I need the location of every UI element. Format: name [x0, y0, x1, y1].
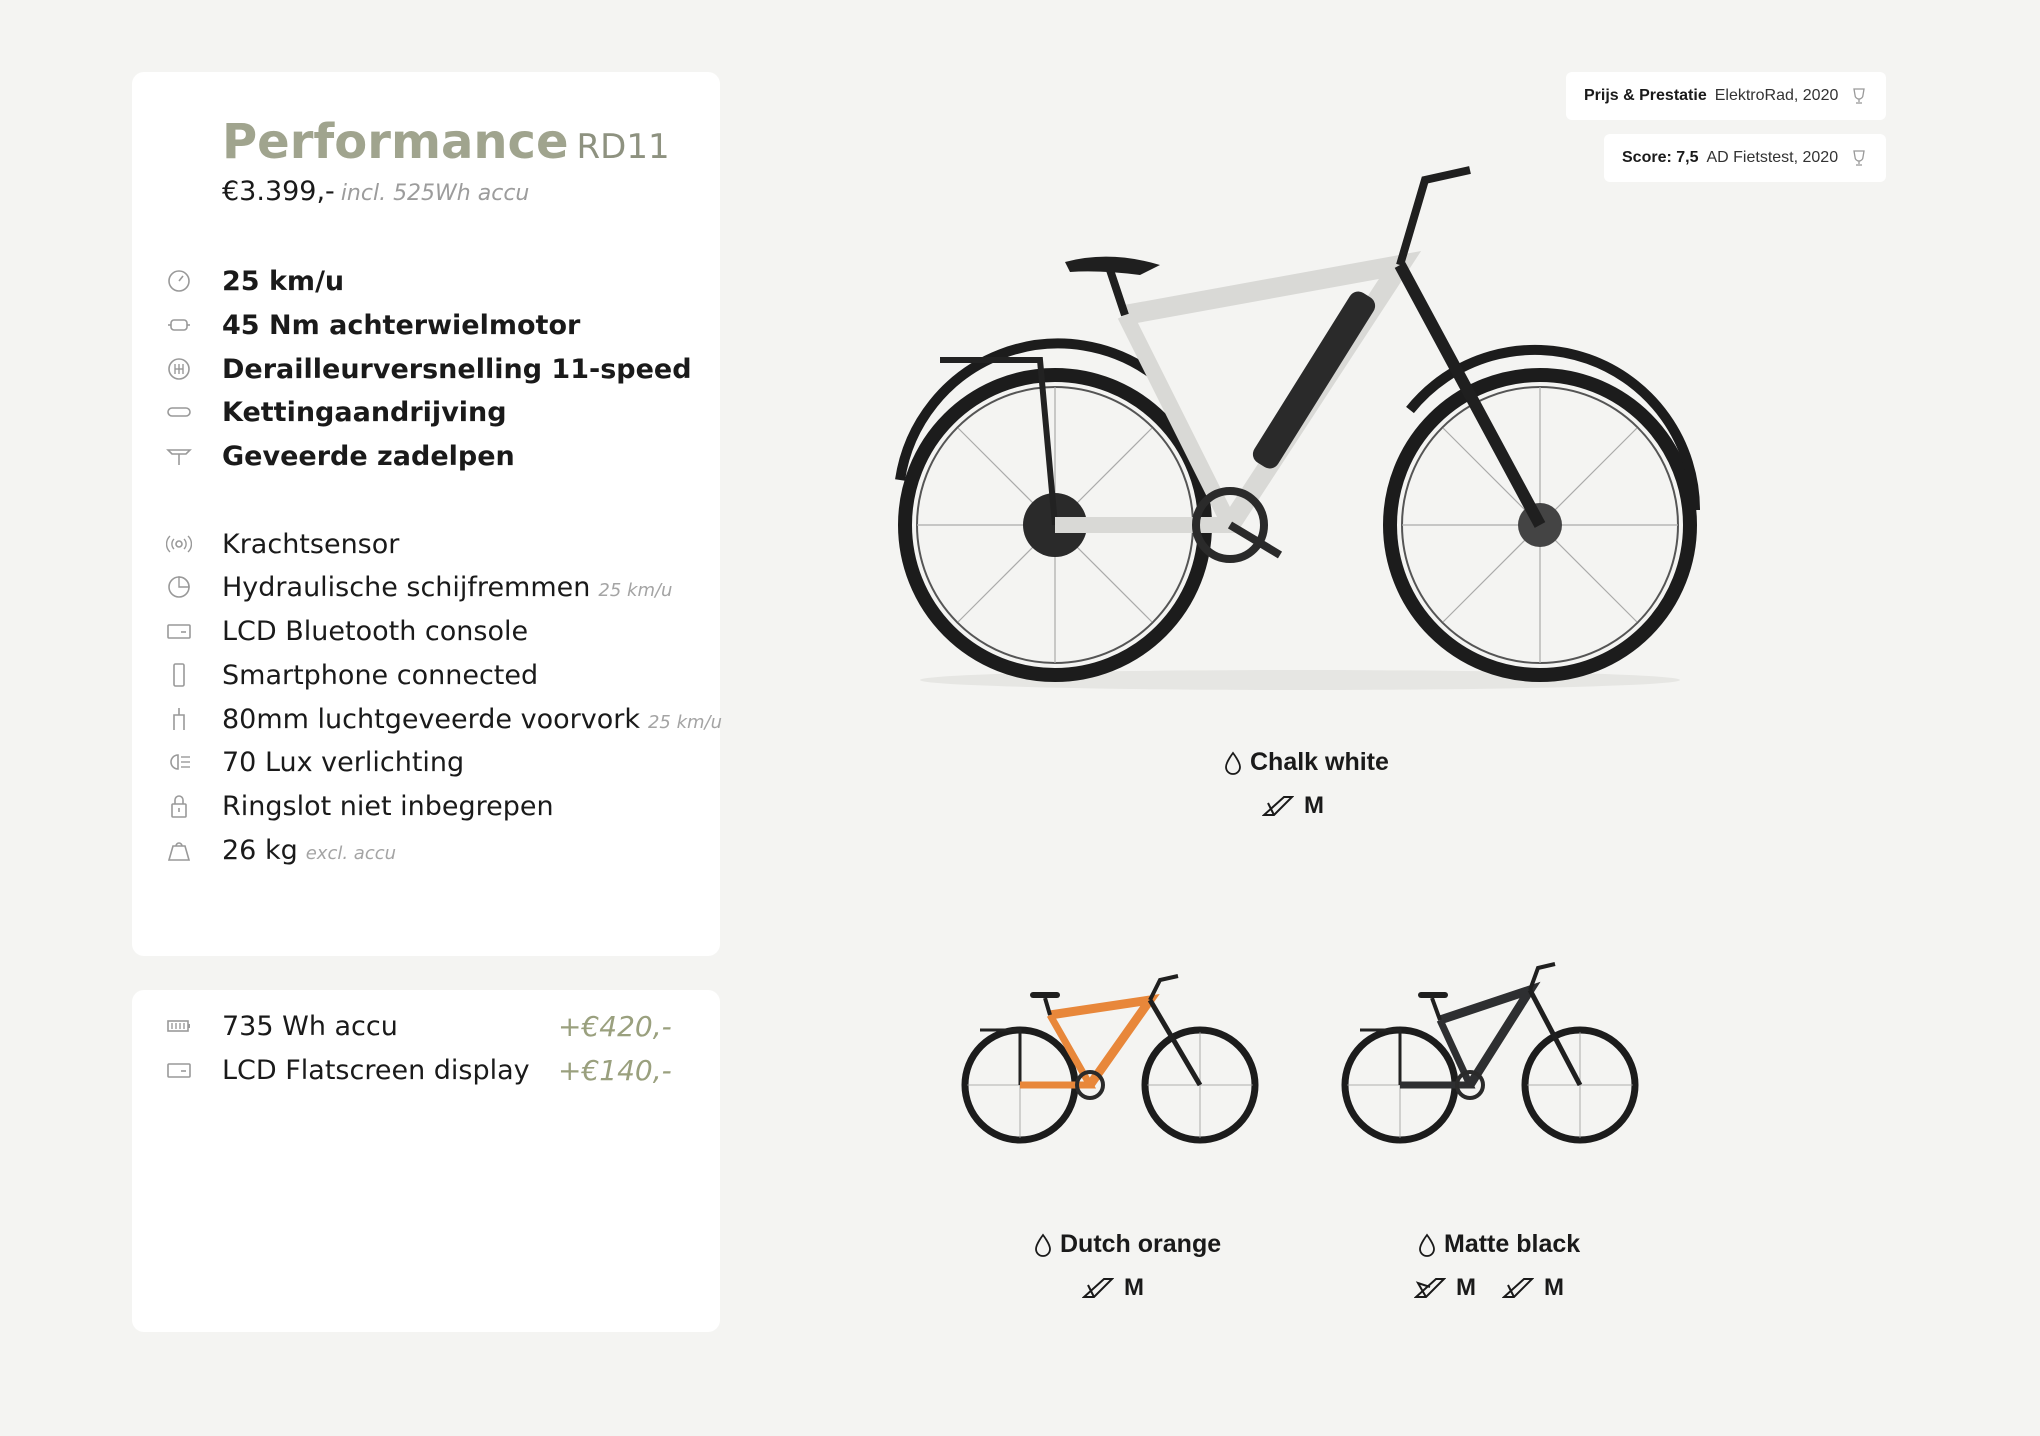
lock-icon	[166, 793, 192, 819]
award-title: Score: 7,5	[1622, 149, 1699, 166]
feature-label: Smartphone connected	[222, 659, 539, 691]
key-spec-item	[132, 392, 507, 432]
option-label: 735 Wh accu	[222, 1010, 398, 1042]
options-card	[132, 990, 720, 1332]
product-model: RD11	[576, 127, 670, 167]
feature-label: 26 kg excl. accu	[222, 834, 397, 866]
feature-label: Ringslot niet inbegrepen	[222, 790, 554, 822]
feature-item	[132, 611, 529, 651]
gear-shift-icon	[166, 356, 192, 382]
feature-item	[132, 830, 397, 870]
feature-item	[132, 655, 539, 695]
feature-item	[132, 786, 554, 826]
product-name: Performance	[222, 114, 569, 170]
option-price: +€420,-	[558, 1009, 672, 1043]
fork-icon	[166, 706, 192, 732]
size-list-matte-black	[1414, 1274, 1590, 1302]
size-option[interactable]: M	[1262, 792, 1324, 820]
size-list-dutch-orange	[1082, 1274, 1170, 1302]
color-name-dutch-orange: Dutch orange	[1034, 1230, 1221, 1259]
bike-image-dutch-orange	[950, 970, 1270, 1170]
console-icon	[166, 618, 192, 644]
size-option[interactable]: M	[1414, 1274, 1476, 1302]
color-name-matte-black: Matte black	[1418, 1230, 1580, 1259]
key-spec-label: Kettingaandrijving	[222, 396, 507, 428]
frame-low-step-icon	[1502, 1277, 1534, 1299]
bike-image-matte-black	[1330, 960, 1650, 1170]
feature-item	[132, 699, 723, 739]
award-title: Prijs & Prestatie	[1584, 87, 1707, 104]
disc-brake-icon	[166, 574, 192, 600]
trophy-icon	[1850, 87, 1868, 105]
key-spec-label: Geveerde zadelpen	[222, 440, 515, 472]
frame-low-step-icon	[1082, 1277, 1114, 1299]
option-price: +€140,-	[558, 1053, 672, 1087]
feature-item	[132, 524, 400, 564]
spec-card	[132, 72, 723, 956]
key-spec-item	[132, 261, 345, 301]
product-price-line	[222, 176, 529, 207]
weight-icon	[166, 837, 192, 863]
feature-label: 70 Lux verlichting	[222, 746, 465, 778]
key-spec-item	[132, 305, 581, 345]
key-spec-label: 25 km/u	[222, 265, 345, 297]
product-title	[222, 114, 670, 170]
drop-icon	[1418, 1233, 1436, 1257]
motor-icon	[166, 312, 192, 338]
speedometer-icon	[166, 268, 192, 294]
headlight-icon	[166, 749, 192, 775]
feature-label: Hydraulische schijfremmen 25 km/u	[222, 571, 673, 603]
frame-low-step-icon	[1262, 795, 1294, 817]
price-note: incl. 525Wh accu	[340, 181, 530, 206]
feature-item	[132, 567, 673, 607]
display-icon	[166, 1057, 192, 1083]
size-option[interactable]: M	[1082, 1274, 1144, 1302]
feature-note: 25 km/u	[598, 579, 673, 601]
key-spec-item	[132, 436, 515, 476]
product-price: €3.399,-	[222, 176, 335, 207]
bike-image-chalk-white	[880, 150, 1720, 710]
key-spec-label: 45 Nm achterwielmotor	[222, 309, 581, 341]
feature-item	[132, 742, 465, 782]
smartphone-icon	[166, 662, 192, 688]
award-badge	[1566, 72, 1886, 120]
battery-icon	[166, 1013, 192, 1039]
drop-icon	[1224, 751, 1242, 775]
feature-label: LCD Bluetooth console	[222, 615, 529, 647]
feature-label: Krachtsensor	[222, 528, 400, 560]
key-spec-label: Derailleurversnelling 11-speed	[222, 353, 692, 385]
drop-icon	[1034, 1233, 1052, 1257]
option-item	[132, 1006, 672, 1046]
key-spec-item	[132, 349, 692, 389]
option-item	[132, 1050, 672, 1090]
trophy-icon	[1850, 149, 1868, 167]
feature-note: excl. accu	[305, 842, 397, 864]
award-source: ElektroRad, 2020	[1714, 87, 1839, 104]
chain-icon	[166, 399, 192, 425]
color-name-chalk-white: Chalk white	[1224, 748, 1389, 777]
size-option[interactable]: M	[1502, 1274, 1564, 1302]
seatpost-icon	[166, 443, 192, 469]
award-source: AD Fietstest, 2020	[1706, 149, 1839, 166]
size-list-chalk-white	[1262, 792, 1350, 820]
feature-label: 80mm luchtgeveerde voorvork 25 km/u	[222, 703, 723, 735]
frame-high-step-icon	[1414, 1277, 1446, 1299]
sensor-icon	[166, 531, 192, 557]
option-label: LCD Flatscreen display	[222, 1054, 530, 1086]
feature-note: 25 km/u	[647, 711, 723, 733]
